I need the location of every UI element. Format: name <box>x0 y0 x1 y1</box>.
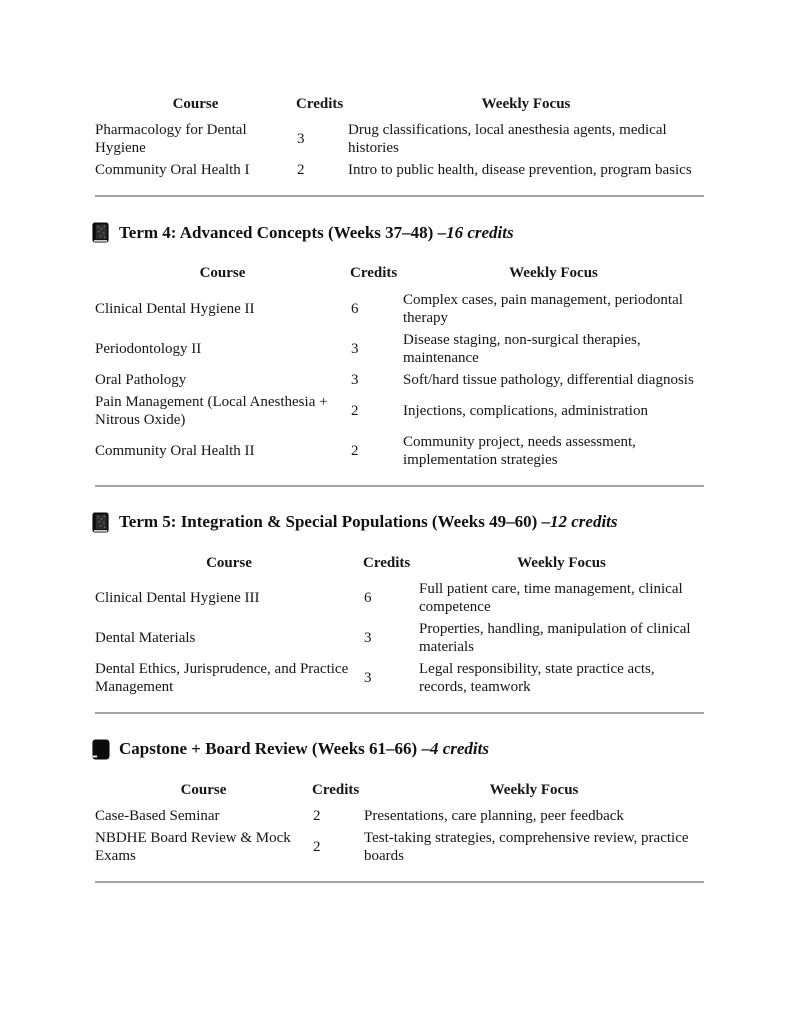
credits-cell: 2 <box>297 162 305 179</box>
notebook-icon <box>91 222 110 243</box>
section-credits: 12 credits <box>549 511 618 531</box>
credits-cell: 2 <box>313 808 321 824</box>
course-table <box>95 94 704 181</box>
section-heading <box>91 512 704 533</box>
column-header-focus: Weekly Focus <box>517 554 606 571</box>
table-row <box>95 618 704 658</box>
section-term-5 <box>95 512 704 714</box>
course-cell: Dental Materials <box>95 629 196 646</box>
credits-cell: 2 <box>351 402 359 419</box>
focus-cell: Full patient care, time management, clinical competence <box>419 580 683 615</box>
course-cell: Clinical Dental Hygiene II <box>95 300 255 317</box>
credits-cell: 2 <box>351 442 359 459</box>
table-header-row <box>95 780 704 805</box>
course-cell: Community Oral Health II <box>95 442 255 459</box>
section-title: Capstone + Board Review (Weeks 61–66) – <box>119 739 430 759</box>
credits-cell: 6 <box>364 589 372 606</box>
section-title: Term 4: Advanced Concepts (Weeks 37–48) – <box>119 222 447 242</box>
focus-cell: Test-taking strategies, comprehensive review, practice boards <box>364 830 689 864</box>
credits-cell: 6 <box>351 300 359 317</box>
table-row <box>95 289 704 329</box>
table-row <box>95 329 704 369</box>
credits-cell: 3 <box>351 340 359 357</box>
course-cell: Community Oral Health I <box>95 162 250 179</box>
focus-cell: Community project, needs assessment, implementation strategies <box>403 433 636 468</box>
focus-cell: Drug classifications, local anesthesia agents, medical histories <box>348 122 667 157</box>
course-cell: Pain Management (Local Anesthesia + Nitrous Oxide) <box>95 393 328 428</box>
section-divider <box>95 195 704 197</box>
table-row <box>95 827 704 867</box>
column-header-credits: Credits <box>363 554 411 571</box>
table-row <box>95 159 704 181</box>
table-row <box>95 805 704 827</box>
course-cell: Dental Ethics, Jurisprudence, and Practice Management <box>95 660 349 695</box>
table-row <box>95 119 704 159</box>
table-header-row <box>95 94 704 119</box>
course-table <box>95 553 704 698</box>
column-header-course: Course <box>180 781 227 798</box>
section-credits: 4 credits <box>429 739 489 759</box>
focus-cell: Disease staging, non-surgical therapies, maintenance <box>403 331 641 366</box>
focus-cell: Legal responsibility, state practice acts, records, teamwork <box>419 660 655 695</box>
focus-cell: Intro to public health, disease prevention, program basics <box>348 162 692 179</box>
credits-cell: 3 <box>297 131 305 148</box>
course-cell: Oral Pathology <box>95 371 187 388</box>
table-row <box>95 578 704 618</box>
focus-cell: Complex cases, pain management, periodontal therapy <box>403 291 683 326</box>
course-cell: Case-Based Seminar <box>95 808 220 824</box>
course-cell: Pharmacology for Dental Hygiene <box>95 122 247 157</box>
section-divider <box>95 881 704 883</box>
section-term-4 <box>95 222 704 486</box>
course-cell: Clinical Dental Hygiene III <box>95 589 260 606</box>
table-header-row <box>95 553 704 578</box>
table-row <box>95 369 704 391</box>
table-row <box>95 391 704 431</box>
focus-cell: Soft/hard tissue pathology, differential diagnosis <box>403 371 694 388</box>
section-heading <box>91 739 704 760</box>
course-cell: Periodontology II <box>95 340 202 357</box>
credits-cell: 3 <box>351 371 359 388</box>
course-table <box>95 780 704 867</box>
column-header-course: Course <box>172 96 219 112</box>
focus-cell: Properties, handling, manipulation of clinical materials <box>419 620 691 655</box>
section-table-continuation <box>95 94 704 197</box>
section-heading <box>91 222 704 243</box>
column-header-focus: Weekly Focus <box>481 96 571 112</box>
column-header-credits: Credits <box>296 96 344 112</box>
column-header-course: Course <box>199 265 246 282</box>
column-header-course: Course <box>206 554 252 571</box>
credits-cell: 2 <box>313 839 321 855</box>
table-header-row <box>95 263 704 288</box>
credits-cell: 3 <box>364 669 372 686</box>
section-title: Term 5: Integration & Special Populations (Weeks 49–60) – <box>119 511 550 531</box>
section-capstone-board-review <box>95 739 704 883</box>
table-row <box>95 431 704 471</box>
notebook-icon <box>91 512 110 533</box>
table-row <box>95 658 704 698</box>
section-divider <box>95 485 704 487</box>
focus-cell: Presentations, care planning, peer feedback <box>364 808 624 824</box>
section-credits: 16 credits <box>446 222 514 242</box>
document-page <box>95 0 704 883</box>
column-header-credits: Credits <box>312 781 360 798</box>
course-table <box>95 263 704 470</box>
credits-cell: 3 <box>364 629 372 646</box>
section-divider <box>95 712 704 714</box>
focus-cell: Injections, complications, administration <box>403 402 648 419</box>
column-header-focus: Weekly Focus <box>489 781 579 798</box>
closed-book-icon <box>91 739 110 760</box>
course-cell: NBDHE Board Review & Mock Exams <box>95 830 291 864</box>
column-header-credits: Credits <box>350 265 398 282</box>
column-header-focus: Weekly Focus <box>509 265 598 282</box>
